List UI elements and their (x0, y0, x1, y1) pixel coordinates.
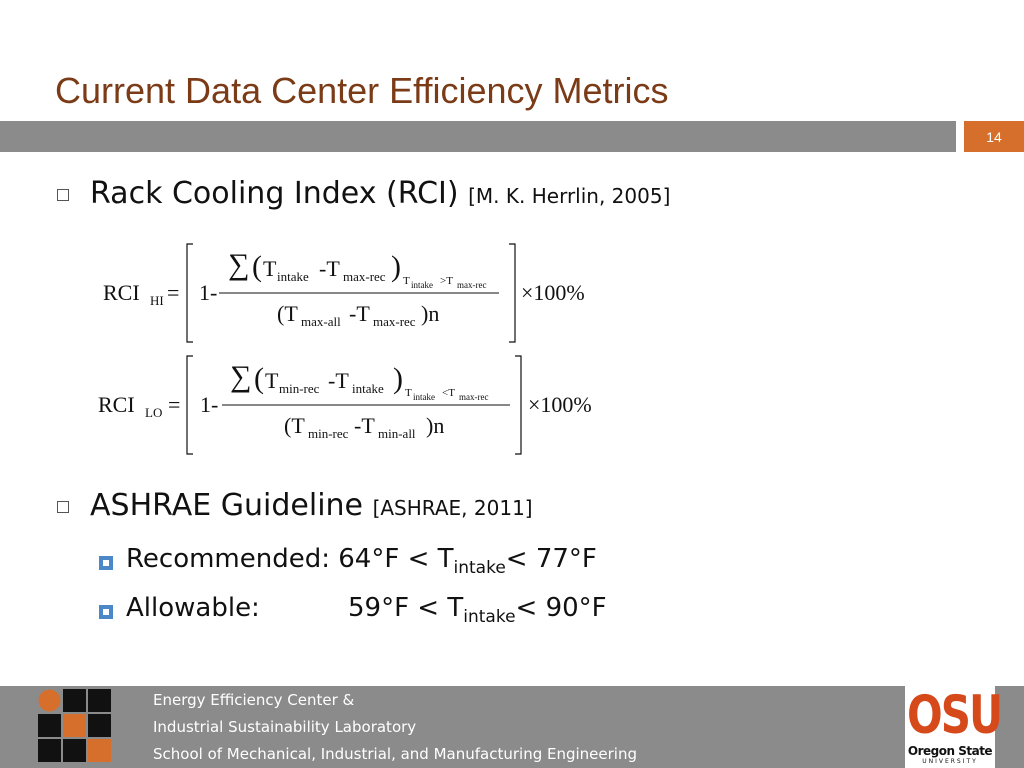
recommended-low: 64°F < T (338, 544, 454, 574)
rci-hi-one: 1- (199, 280, 218, 305)
rci-lo-cond-sub1: intake (413, 392, 435, 402)
bullet-square-icon (57, 501, 69, 513)
sub-bullet-icon (99, 556, 113, 570)
rci-hi-num-minus: -T (319, 256, 340, 281)
rci-hi-paren-close: ) (391, 250, 401, 283)
page-number-badge: 14 (964, 121, 1024, 152)
rci-hi-num-t1: T (263, 256, 277, 281)
footer-line-1: Energy Efficiency Center & (153, 691, 355, 709)
rci-lo-lhs-sub: LO (145, 405, 163, 420)
rci-lo-den-sub2: min-all (378, 426, 416, 441)
bullet-ashrae-ref: [ASHRAE, 2011] (372, 496, 533, 520)
allowable-sub: intake (463, 607, 516, 627)
rci-lo-equals: = (168, 392, 181, 417)
rci-hi-den-sub1: max-all (301, 314, 341, 329)
rci-lo-paren-close: ) (393, 362, 403, 395)
rci-hi-num-t1-sub: intake (277, 269, 309, 284)
rci-hi-den-open: (T (277, 301, 298, 326)
osu-logo-subtext: UNIVERSITY (922, 758, 978, 765)
bullet-ashrae (90, 488, 533, 523)
allowable-label: Allowable: (126, 593, 260, 623)
rci-hi-den-minus: -T (349, 301, 370, 326)
rci-lo-one: 1- (200, 392, 219, 417)
rci-hi-lhs-sub: HI (150, 293, 164, 308)
sub-bullet-icon (99, 605, 113, 619)
rci-hi-sigma-icon: ∑ (228, 248, 250, 281)
osu-logo-name: Oregon State (907, 744, 993, 758)
rci-lo-paren-open: ( (254, 362, 264, 395)
rci-lo-den-minus: -T (354, 413, 375, 438)
recommended-high: < 77°F (505, 544, 597, 574)
rci-hi-num-t2-sub: max-rec (343, 269, 386, 284)
recommended-sub: intake (453, 558, 506, 578)
rci-lo-den-open: (T (284, 413, 305, 438)
rci-hi-den-sub2: max-rec (373, 314, 416, 329)
rci-hi-cond-op: >T (440, 275, 453, 287)
rci-lo-den-close: )n (426, 413, 445, 438)
rci-lo-num-minus: -T (328, 368, 349, 393)
title-divider-bar (0, 121, 956, 152)
rci-lo-equation (90, 350, 620, 460)
sub-bullet-allowable (126, 593, 607, 627)
allowable-high: < 90°F (515, 593, 607, 623)
allowable-low: 59°F < T (348, 593, 464, 623)
rci-lo-cond-op: <T (442, 387, 455, 399)
sub-bullet-recommended (126, 544, 597, 578)
rci-lo-cond: T (405, 387, 412, 399)
rci-hi-paren-open: ( (252, 250, 262, 283)
slide-title: Current Data Center Efficiency Metrics (55, 70, 669, 111)
rci-hi-equation (95, 238, 615, 348)
rci-hi-cond-sub1: intake (411, 280, 433, 290)
rci-lo-num-t1-sub: min-rec (279, 381, 320, 396)
rci-lo-num-t2-sub: intake (352, 381, 384, 396)
bullet-rci-ref: [M. K. Herrlin, 2005] (468, 184, 671, 208)
rci-hi-den-close: )n (421, 301, 440, 326)
bullet-rci-text: Rack Cooling Index (RCI) (90, 176, 459, 211)
rci-lo-den-sub1: min-rec (308, 426, 349, 441)
rci-lo-lhs: RCI (98, 392, 135, 417)
recommended-label: Recommended: (126, 544, 330, 574)
footer-line-3: School of Mechanical, Industrial, and Manufacturing Engineering (153, 745, 637, 763)
rci-hi-equals: = (167, 280, 180, 305)
rci-lo-cond-sub2: max-rec (459, 392, 489, 402)
bullet-square-icon (57, 189, 69, 201)
rci-lo-right-bracket (515, 356, 521, 454)
rci-hi-right-bracket (509, 244, 515, 342)
rci-hi-cond: T (403, 275, 410, 287)
rci-lo-sigma-icon: ∑ (230, 360, 252, 393)
bullet-ashrae-text: ASHRAE Guideline (90, 488, 364, 523)
footer-line-2: Industrial Sustainability Laboratory (153, 718, 417, 736)
rci-hi-left-bracket (187, 244, 193, 342)
rci-lo-left-bracket (187, 356, 193, 454)
rci-hi-lhs: RCI (103, 280, 140, 305)
rci-hi-times: ×100% (521, 280, 585, 305)
rci-lo-times: ×100% (528, 392, 592, 417)
bullet-rci (90, 176, 670, 211)
rci-lo-num-t1: T (265, 368, 279, 393)
rci-hi-cond-sub2: max-rec (457, 280, 487, 290)
eec-logo-icon (38, 689, 112, 763)
osu-logo-wordmark: OSU (907, 684, 1002, 746)
